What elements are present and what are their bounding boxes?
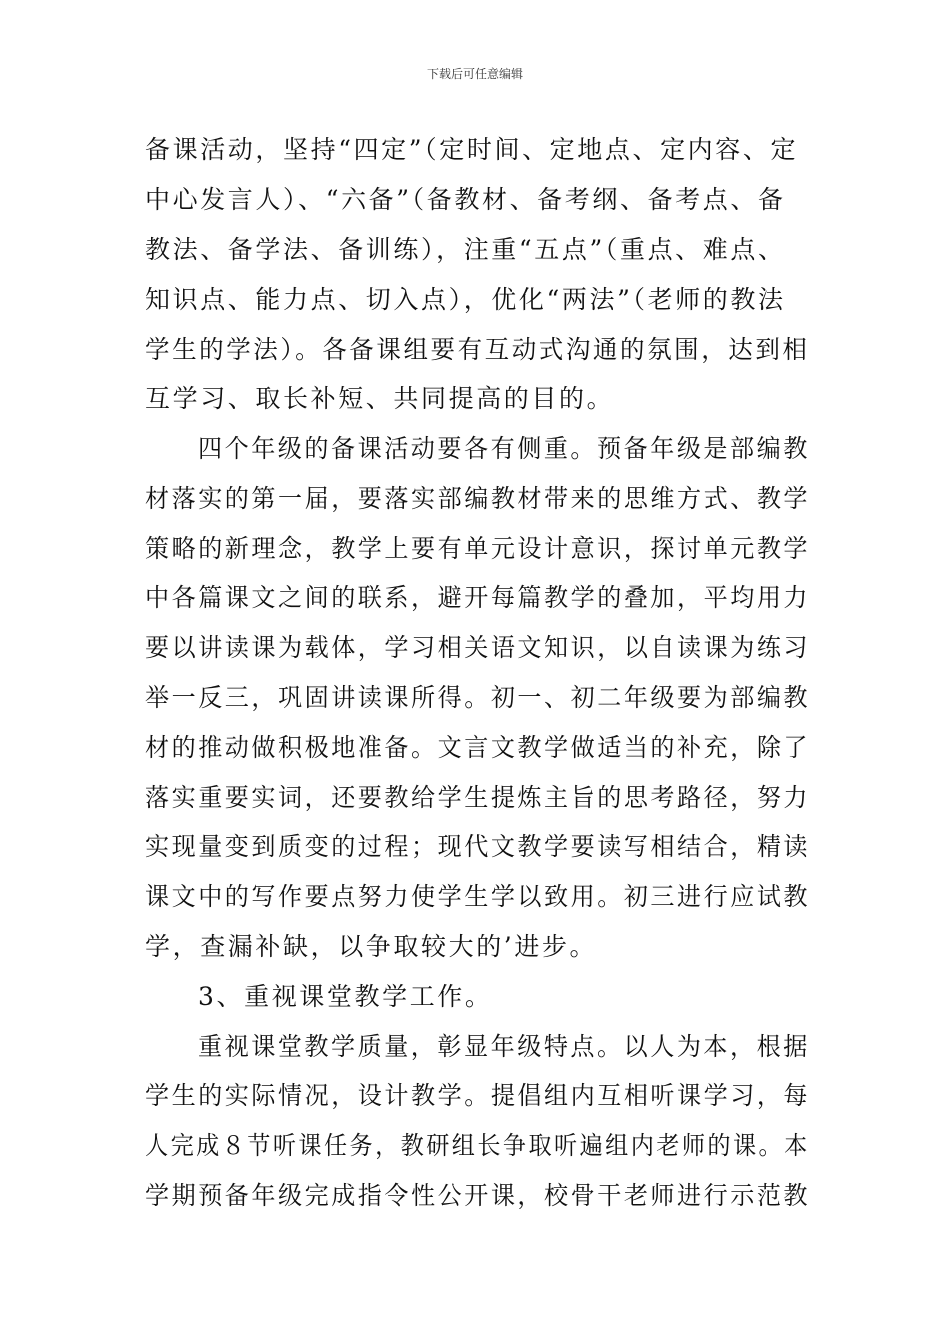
text-line: 学生的实际情况，设计教学。提倡组内互相听课学习，每	[145, 1081, 811, 1110]
section-heading: 3、重视课堂教学工作。	[198, 982, 493, 1011]
text-line: 材的推动做积极地准备。文言文教学做适当的补充，除了	[145, 733, 811, 762]
text-line: 四个年级的备课活动要各有侧重。预备年级是部编教	[198, 434, 810, 463]
text-line: 学生的学法）。各备课组要有互动式沟通的氛围，达到相	[145, 335, 810, 364]
text-line: 实现量变到质变的过程；现代文教学要读写相结合，精读	[145, 832, 811, 861]
text-line: 学，查漏补缺，以争取较大的’进步。	[145, 932, 598, 961]
text-line: 中各篇课文之间的联系，避开每篇教学的叠加，平均用力	[145, 583, 811, 612]
text-line: 落实重要实词，还要教给学生提炼主旨的思考路径，努力	[145, 783, 811, 812]
text-line: 人完成８节听课任务，教研组长争取听遍组内老师的课。本	[145, 1131, 810, 1160]
text-line: 备课活动，坚持“四定”（定时间、定地点、定内容、定	[145, 135, 799, 164]
text-line: 中心发言人）、“六备”（备教材、备考纲、备考点、备	[145, 185, 786, 214]
text-line: 知识点、能力点、切入点），优化“两法”（老师的教法	[145, 285, 786, 314]
page-header: 下载后可任意编辑	[426, 67, 523, 81]
text-line: 互学习、取长补短、共同提高的目的。	[145, 384, 615, 413]
text-line: 学期预备年级完成指令性公开课，校骨干老师进行示范教	[145, 1181, 811, 1210]
text-line: 策略的新理念，教学上要有单元设计意识，探讨单元教学	[145, 534, 811, 563]
text-line: 教法、备学法、备训练），注重“五点”（重点、难点、	[145, 235, 786, 264]
text-line: 课文中的写作要点努力使学生学以致用。初三进行应试教	[145, 882, 811, 911]
text-line: 材落实的第一届，要落实部编教材带来的思维方式、教学	[145, 484, 811, 513]
text-line: 举一反三，巩固讲读课所得。初一、初二年级要为部编教	[145, 683, 811, 712]
text-line: 重视课堂教学质量，彰显年级特点。以人为本，根据	[198, 1032, 810, 1061]
text-line: 要以讲读课为载体，学习相关语文知识，以自读课为练习	[145, 633, 811, 662]
